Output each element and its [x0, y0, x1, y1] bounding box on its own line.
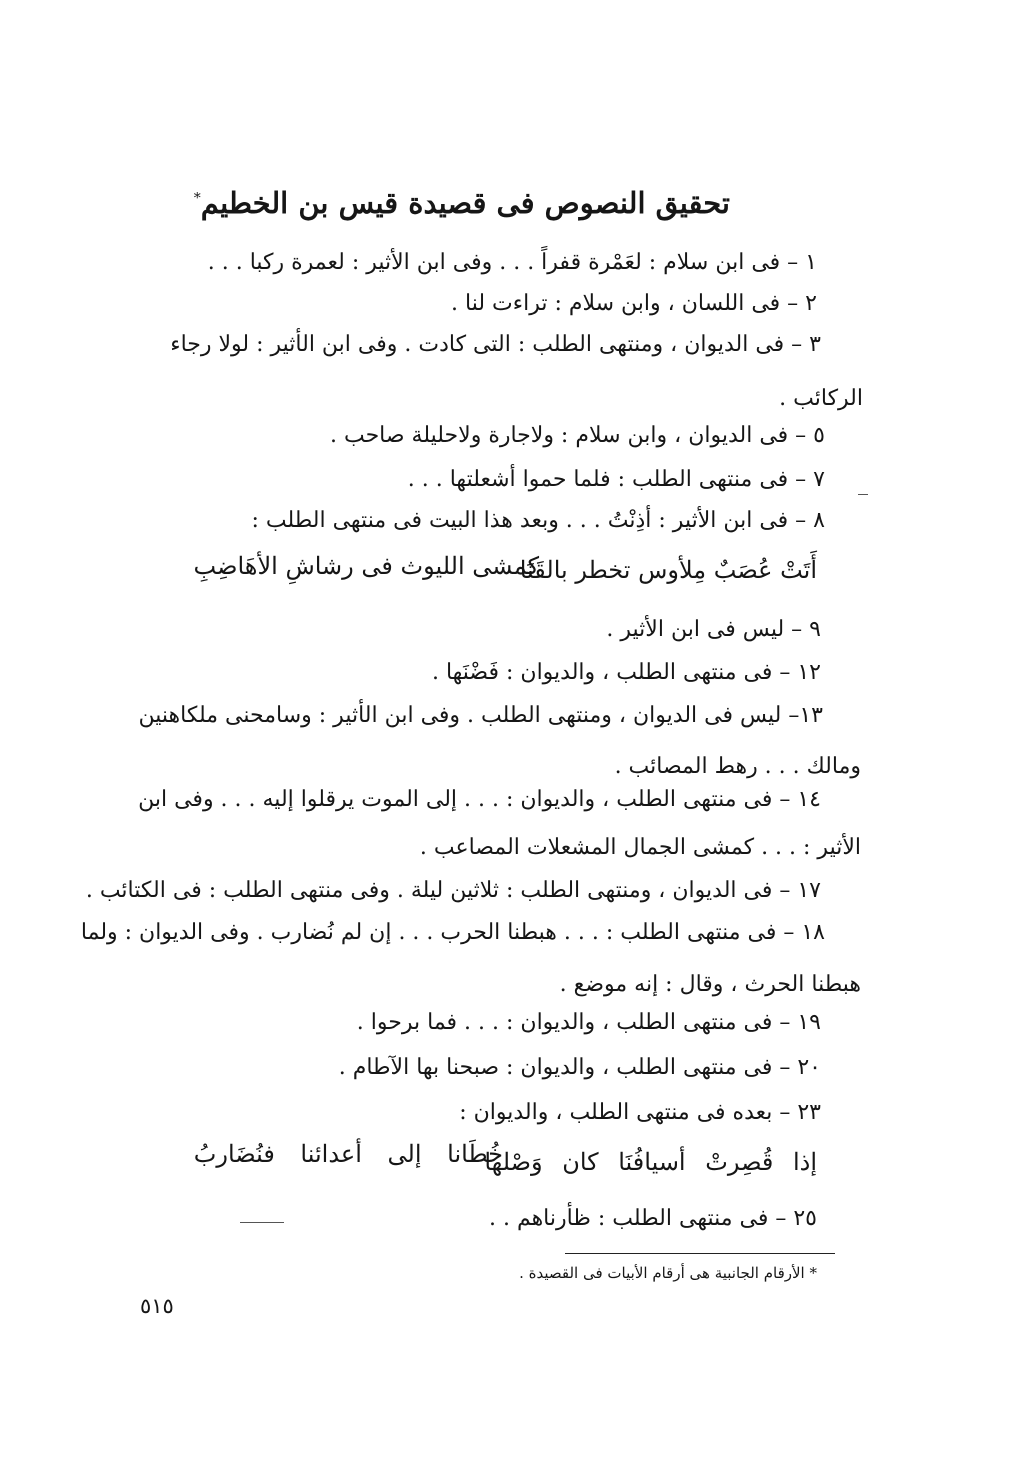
- note-line: ٢ – فى اللسان ، وابن سلام : تراءت لنا .: [451, 291, 817, 316]
- note-line: ١٩ – فى منتهى الطلب ، والديوان : . . . فما برحوا .: [356, 1010, 821, 1035]
- stray-mark: [858, 494, 868, 495]
- verse-second-half: خُطَانا إلى أعدائنا فنُضَاربُ: [193, 1140, 503, 1168]
- note-line: ومالك . . . رهط المصائب .: [614, 754, 861, 779]
- note-line: ١٨ – فى منتهى الطلب : . . . هبطنا الحرب . . . إن لم نُضارب . وفى الديوان : ولما: [80, 920, 825, 945]
- note-line: ١ – فى ابن سلام : لعَمْرة قفراً . . . وفى ابن الأثير : لعمرة ركبا . . .: [207, 250, 817, 275]
- title-footnote-mark: *: [193, 190, 201, 207]
- note-line: ٧ – فى منتهى الطلب : فلما حموا أشعلتها . . .: [407, 467, 825, 492]
- note-line: ٢٥ – فى منتهى الطلب : ظأرناهم . .: [488, 1206, 817, 1231]
- page-number: ٥١٥: [140, 1294, 174, 1318]
- note-line: ١٢ – فى منتهى الطلب ، والديوان : فَضْنَها .: [431, 660, 821, 685]
- note-line: ١٤ – فى منتهى الطلب ، والديوان : . . . إلى الموت يرقلوا إليه . . . وفى ابن: [138, 787, 821, 812]
- verse-line: [484, 1148, 817, 1176]
- note-line: ٥ – فى الديوان ، وابن سلام : ولاجارة ولاحليلة صاحب .: [329, 423, 825, 448]
- verse-first-half: أَتَتْ عُصَبٌ مِلأوس تخطر بالقَنَا: [519, 556, 817, 584]
- verse-second-half: كمشى الليوث فى رشاشِ الأهَاضِبِ: [193, 552, 539, 580]
- note-line: ١٣– ليس فى الديوان ، ومنتهى الطلب . وفى ابن الأثير : وسامحنى ملكاهنين: [138, 703, 823, 728]
- verse-line: [194, 552, 539, 580]
- note-line: ١٧ – فى الديوان ، ومنتهى الطلب : ثلاثين ليلة . وفى منتهى الطلب : فى الكتائب .: [85, 878, 821, 903]
- note-line: ٣ – فى الديوان ، ومنتهى الطلب : التى كادت . وفى ابن الأثير : لولا رجاء: [170, 332, 821, 357]
- verse-line: [194, 1140, 503, 1168]
- footnote: * الأرقام الجانبية هى أرقام الأبيات فى القصيدة .: [519, 1264, 817, 1282]
- page-title: [193, 186, 730, 220]
- title-text: تحقيق النصوص فى قصيدة قيس بن الخطيم: [200, 186, 730, 220]
- note-line: ٩ – ليس فى ابن الأثير .: [606, 617, 821, 642]
- note-line: ٢٣ – بعده فى منتهى الطلب ، والديوان :: [459, 1100, 821, 1125]
- note-line: الأثير : . . . كمشى الجمال المشعلات المصاعب .: [419, 835, 861, 860]
- note-line: ٢٠ – فى منتهى الطلب ، والديوان : صبحنا بها الآطام .: [338, 1055, 821, 1080]
- note-line: ٨ – فى ابن الأثير : أذِنْتُ . . . وبعد هذا البيت فى منتهى الطلب :: [251, 508, 825, 533]
- verse-first-half: إذا قُصِرتْ أسيافُنَا كان وَصْلها: [484, 1148, 817, 1176]
- verse-line: [520, 556, 817, 584]
- footnote-divider: [565, 1253, 835, 1254]
- note-line: الركائب .: [779, 386, 863, 411]
- note-line: هبطنا الحرث ، وقال : إنه موضع .: [559, 972, 861, 997]
- stray-mark: [240, 1222, 284, 1223]
